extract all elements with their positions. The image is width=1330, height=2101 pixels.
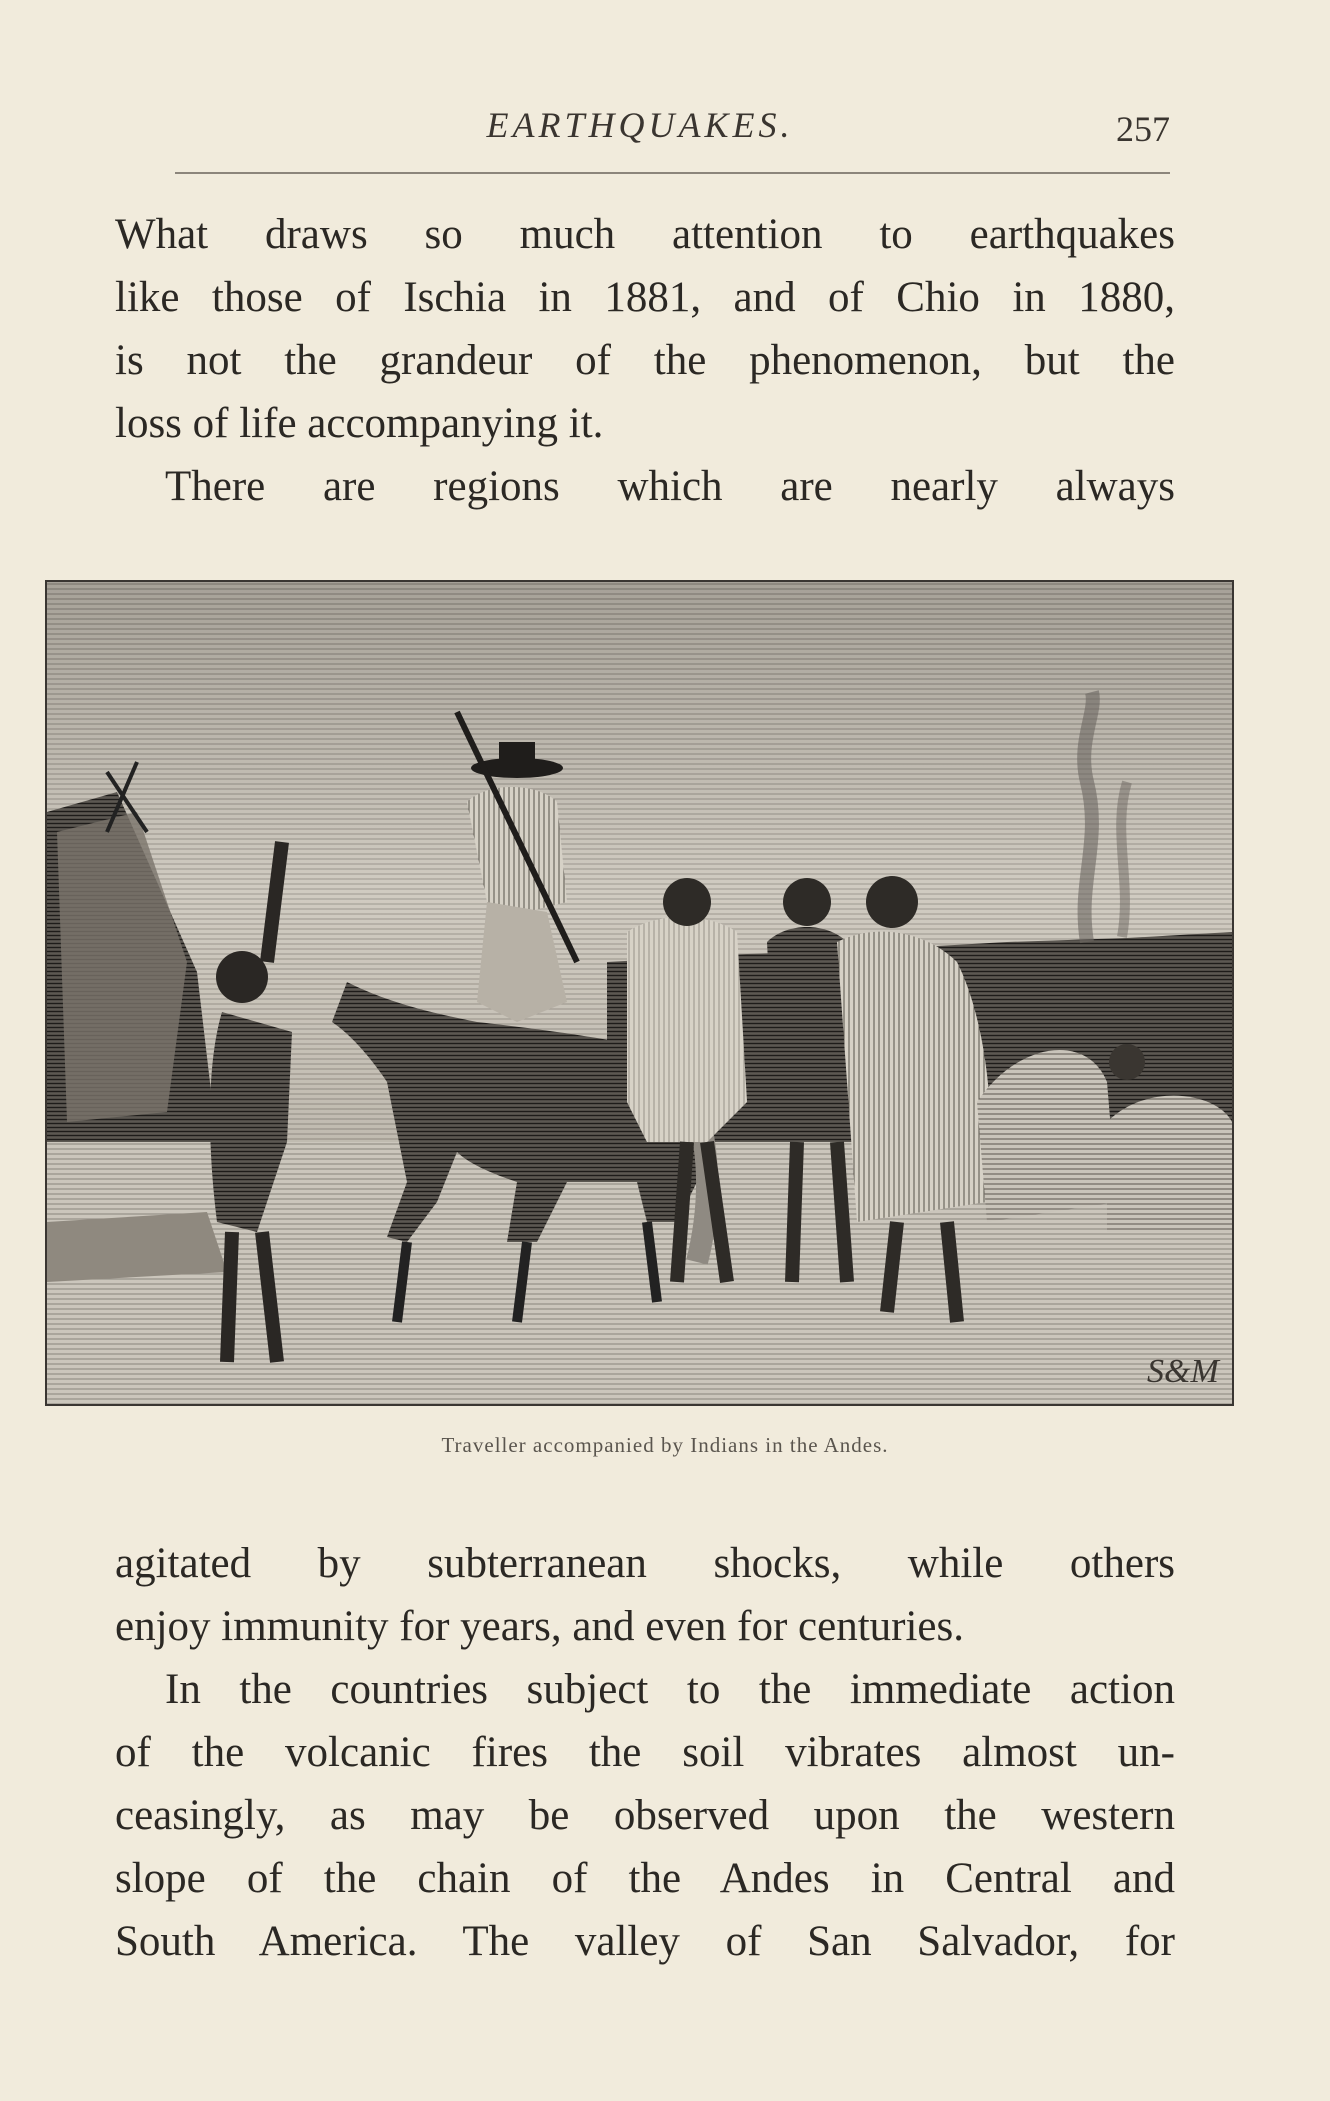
- header-rule: [175, 172, 1170, 174]
- body-text-bottom: [115, 1532, 1175, 1973]
- text-line: South America. The valley of San Salvador, for: [115, 1918, 1175, 1965]
- engraving-illustration: [45, 580, 1234, 1406]
- text-line: ceasingly, as may be observed upon the western: [115, 1792, 1175, 1839]
- page-number: 257: [1116, 109, 1170, 149]
- figure-caption: Traveller accompanied by Indians in the Andes.: [441, 1433, 889, 1457]
- text-line: agitated by subterranean shocks, while others: [115, 1540, 1175, 1587]
- body-text-top: [115, 203, 1175, 518]
- text-line: There are regions which are nearly always: [165, 463, 1175, 510]
- text-line: enjoy immunity for years, and even for centuries.: [115, 1603, 964, 1650]
- text-line: In the countries subject to the immediate action: [165, 1666, 1175, 1713]
- text-line: loss of life accompanying it.: [115, 400, 604, 447]
- engraver-signature: S&M: [1147, 1353, 1219, 1390]
- running-head: [110, 100, 1170, 160]
- running-title: EARTHQUAKES.: [486, 105, 794, 145]
- text-line: like those of Ischia in 1881, and of Chio in 1880,: [115, 274, 1175, 321]
- engraving-drawing: [47, 582, 1232, 1404]
- text-line: slope of the chain of the Andes in Central and: [115, 1855, 1175, 1902]
- text-line: of the volcanic fires the soil vibrates almost un-: [115, 1729, 1175, 1776]
- text-line: What draws so much attention to earthquakes: [115, 211, 1175, 258]
- text-line: is not the grandeur of the phenomenon, but the: [115, 337, 1175, 384]
